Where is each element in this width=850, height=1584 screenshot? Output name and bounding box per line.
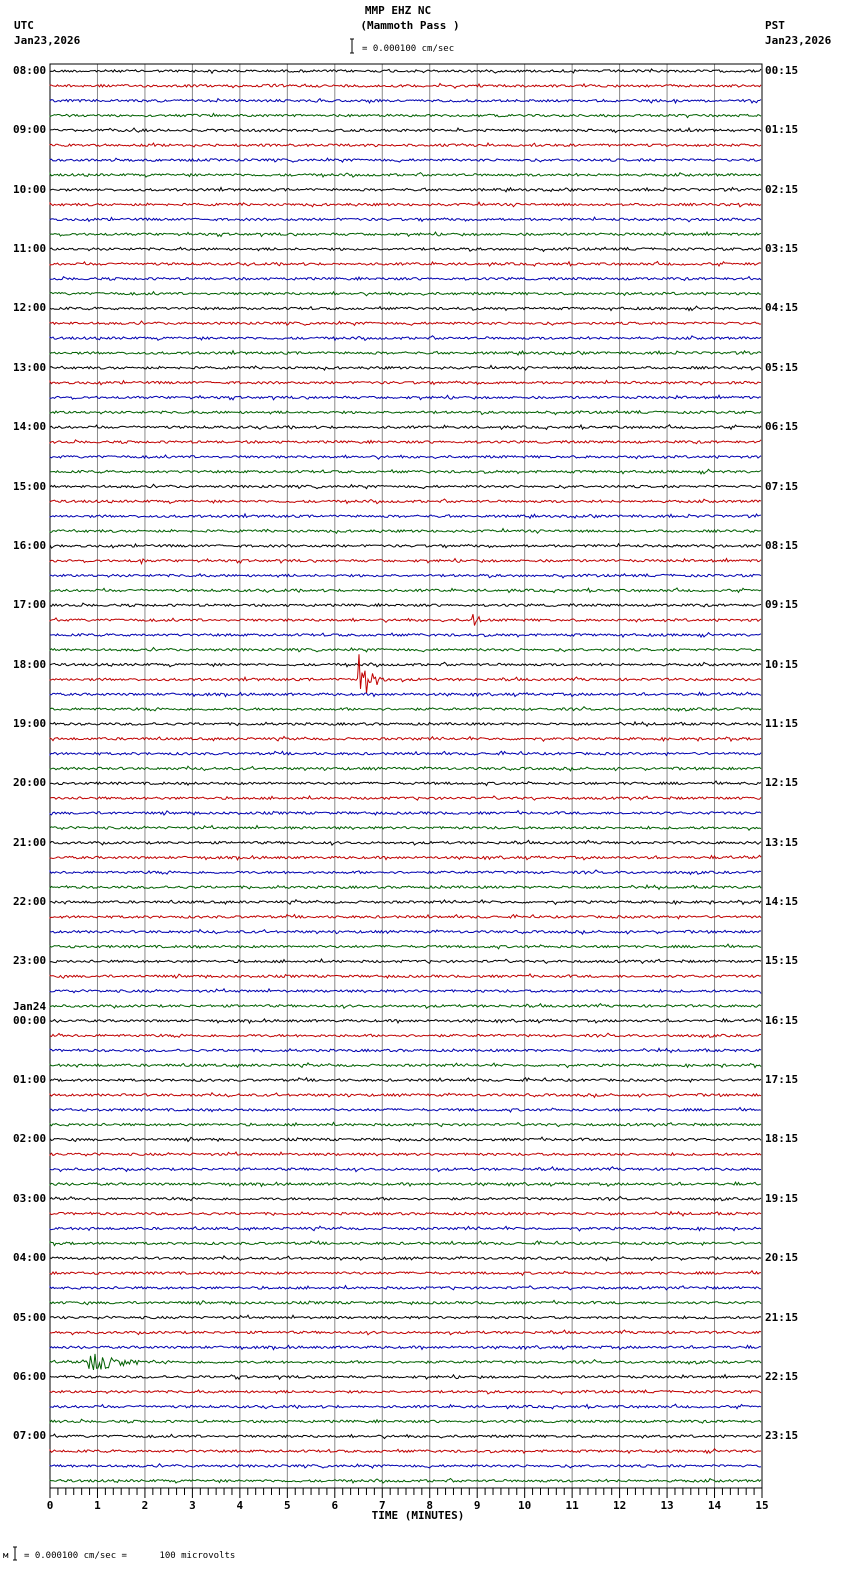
pst-hour-label: 18:15 [765,1132,799,1146]
x-tick-label: 12 [612,1499,627,1512]
pst-hour-label: 02:15 [765,182,799,196]
trace [50,1004,761,1009]
pst-hour-label: 07:15 [765,479,799,493]
utc-hour-label: 17:00 [13,598,47,612]
trace [50,217,761,222]
trace [50,514,761,518]
trace [50,321,761,325]
trace [50,1464,761,1468]
trace [50,826,761,831]
footer-scale-prefix: м [3,1551,9,1561]
utc-hour-label: 16:00 [13,538,47,552]
pst-hour-label: 00:15 [765,64,799,77]
trace [50,113,761,117]
pst-hour-label: 17:15 [765,1073,799,1087]
x-tick-label: 7 [378,1499,386,1512]
trace [50,1033,761,1037]
trace [50,158,761,162]
trace [50,1330,761,1335]
trace [50,232,761,236]
trace [50,143,761,147]
pst-hour-label: 15:15 [765,954,799,968]
trace [50,1122,761,1126]
trace [50,336,761,341]
trace [50,381,761,386]
trace [50,1419,761,1423]
x-tick-label: 0 [46,1499,54,1512]
trace [50,1019,761,1023]
trace [50,707,761,711]
x-tick-label: 15 [755,1499,769,1512]
pst-hour-label: 20:15 [765,1251,799,1265]
x-tick-label: 13 [660,1499,674,1512]
utc-hour-label: 07:00 [13,1429,47,1443]
x-tick-label: 2 [141,1499,149,1512]
trace [50,455,761,459]
trace [50,855,761,860]
pst-hour-label: 05:15 [765,360,799,374]
pst-hour-label: 12:15 [765,776,799,790]
trace [50,1137,761,1141]
trace [50,469,761,474]
utc-hour-label: 10:00 [13,182,47,196]
utc-hour-label: 06:00 [13,1369,47,1383]
pst-hour-label: 08:15 [765,538,799,552]
trace [50,1152,761,1156]
utc-hour-label: 05:00 [13,1310,47,1324]
x-tick-label: 3 [189,1499,196,1512]
trace [50,84,761,89]
trace [50,559,761,564]
trace [50,989,761,994]
trace [50,737,761,742]
trace [50,188,761,192]
x-tick-label: 8 [426,1499,434,1512]
utc-hour-label: 22:00 [13,895,47,909]
trace [50,1375,761,1380]
utc-hour-label: 20:00 [13,776,47,790]
footer-scale-text: = 0.000100 cm/sec = 100 microvolts [24,1551,236,1561]
utc-hour-label: 12:00 [13,301,47,315]
pst-hour-label: 21:15 [765,1310,799,1324]
pst-hour-label: 14:15 [765,895,799,909]
trace [50,614,761,625]
trace [50,633,761,638]
trace [50,1197,761,1201]
trace [50,1479,761,1484]
trace [50,751,761,755]
trace [50,654,761,693]
trace [50,1167,761,1172]
trace [50,440,761,444]
trace [50,292,761,296]
utc-hour-label: 09:00 [13,123,47,137]
pst-hour-label: 13:15 [765,835,799,849]
trace [50,395,761,400]
trace [50,1212,761,1216]
pst-hour-label: 06:15 [765,420,799,434]
trace [50,1390,761,1394]
trace [50,499,761,504]
trace [50,262,761,267]
pst-hour-label: 16:15 [765,1013,799,1027]
trace [50,574,761,578]
utc-hour-label: 01:00 [13,1073,47,1087]
utc-hour-label: 18:00 [13,657,47,671]
x-tick-label: 10 [518,1499,532,1512]
left-date: Jan23,2026 [14,34,81,47]
x-axis-label: TIME (MINUTES) [371,1509,465,1522]
utc-hour-label: 02:00 [13,1132,47,1146]
utc-hour-label: 21:00 [13,835,47,849]
x-tick-label: 14 [707,1499,722,1512]
trace [50,648,761,652]
utc-hour-label: 00:00 [13,1013,47,1027]
pst-hour-label: 10:15 [765,657,799,671]
utc-hour-label: 14:00 [13,420,47,434]
utc-hour-label: 08:00 [13,64,47,77]
trace [50,840,761,845]
utc-hour-label: 03:00 [13,1191,47,1205]
trace [50,944,761,949]
trace [50,173,761,178]
x-tick-label: 4 [236,1499,244,1512]
trace [50,796,761,800]
pst-hour-label: 19:15 [765,1191,799,1205]
trace [50,662,761,667]
utc-hour-label: 04:00 [13,1251,47,1265]
x-tick-label: 11 [565,1499,579,1512]
right-timezone: PST [765,19,785,32]
utc-hour-label: 19:00 [13,716,47,730]
pst-hour-label: 04:15 [765,301,799,315]
trace [50,351,761,355]
pst-hour-label: 11:15 [765,716,799,730]
station-location: (Mammoth Pass ) [360,19,460,32]
trace [50,1182,761,1186]
pst-hour-label: 01:15 [765,123,799,137]
trace [50,1354,761,1370]
trace [50,425,761,430]
x-tick-label: 5 [284,1499,291,1512]
trace [50,365,761,370]
pst-hour-label: 09:15 [765,598,799,612]
right-date: Jan23,2026 [765,34,832,47]
trace [50,1078,761,1082]
utc-hour-label: 15:00 [13,479,47,493]
date-change-label: Jan24 [13,999,47,1013]
trace [50,1048,761,1052]
pst-hour-label: 23:15 [765,1429,799,1443]
trace [50,1404,761,1409]
trace [50,411,761,415]
trace [50,277,761,281]
trace [50,1241,761,1246]
utc-hour-label: 13:00 [13,360,47,374]
utc-hour-label: 11:00 [13,242,47,256]
trace [50,1271,761,1276]
trace [50,930,761,935]
trace [50,1434,761,1438]
trace [50,1315,761,1319]
trace [50,915,761,919]
trace [50,99,761,103]
utc-hour-label: 23:00 [13,954,47,968]
trace [50,306,761,311]
left-timezone: UTC [14,19,34,32]
station-title: MMP EHZ NC [364,4,432,17]
trace [50,588,761,593]
trace [50,900,761,905]
trace [50,1226,761,1231]
trace [50,959,761,963]
trace [50,722,761,726]
trace [50,811,761,815]
trace [50,69,761,73]
pst-hour-label: 03:15 [765,242,799,256]
trace [50,1345,761,1349]
trace [50,1449,761,1454]
trace [50,1300,761,1304]
trace [50,781,761,786]
trace [50,1063,761,1068]
trace [50,603,761,607]
trace [50,692,761,696]
trace [50,1286,761,1290]
pst-hour-label: 22:15 [765,1369,799,1383]
x-tick-label: 9 [473,1499,481,1512]
trace [50,128,761,132]
x-tick-label: 6 [331,1499,339,1512]
trace [50,766,761,771]
trace [50,1256,761,1261]
trace [50,484,761,488]
trace [50,1108,761,1113]
trace [50,247,761,251]
trace [50,544,761,549]
trace [50,974,761,978]
x-tick-label: 1 [94,1499,101,1512]
trace [50,529,761,534]
trace [50,1093,761,1098]
trace [50,202,761,207]
scale-label: = 0.000100 cm/sec [362,44,455,54]
trace [50,885,761,889]
trace [50,870,761,874]
